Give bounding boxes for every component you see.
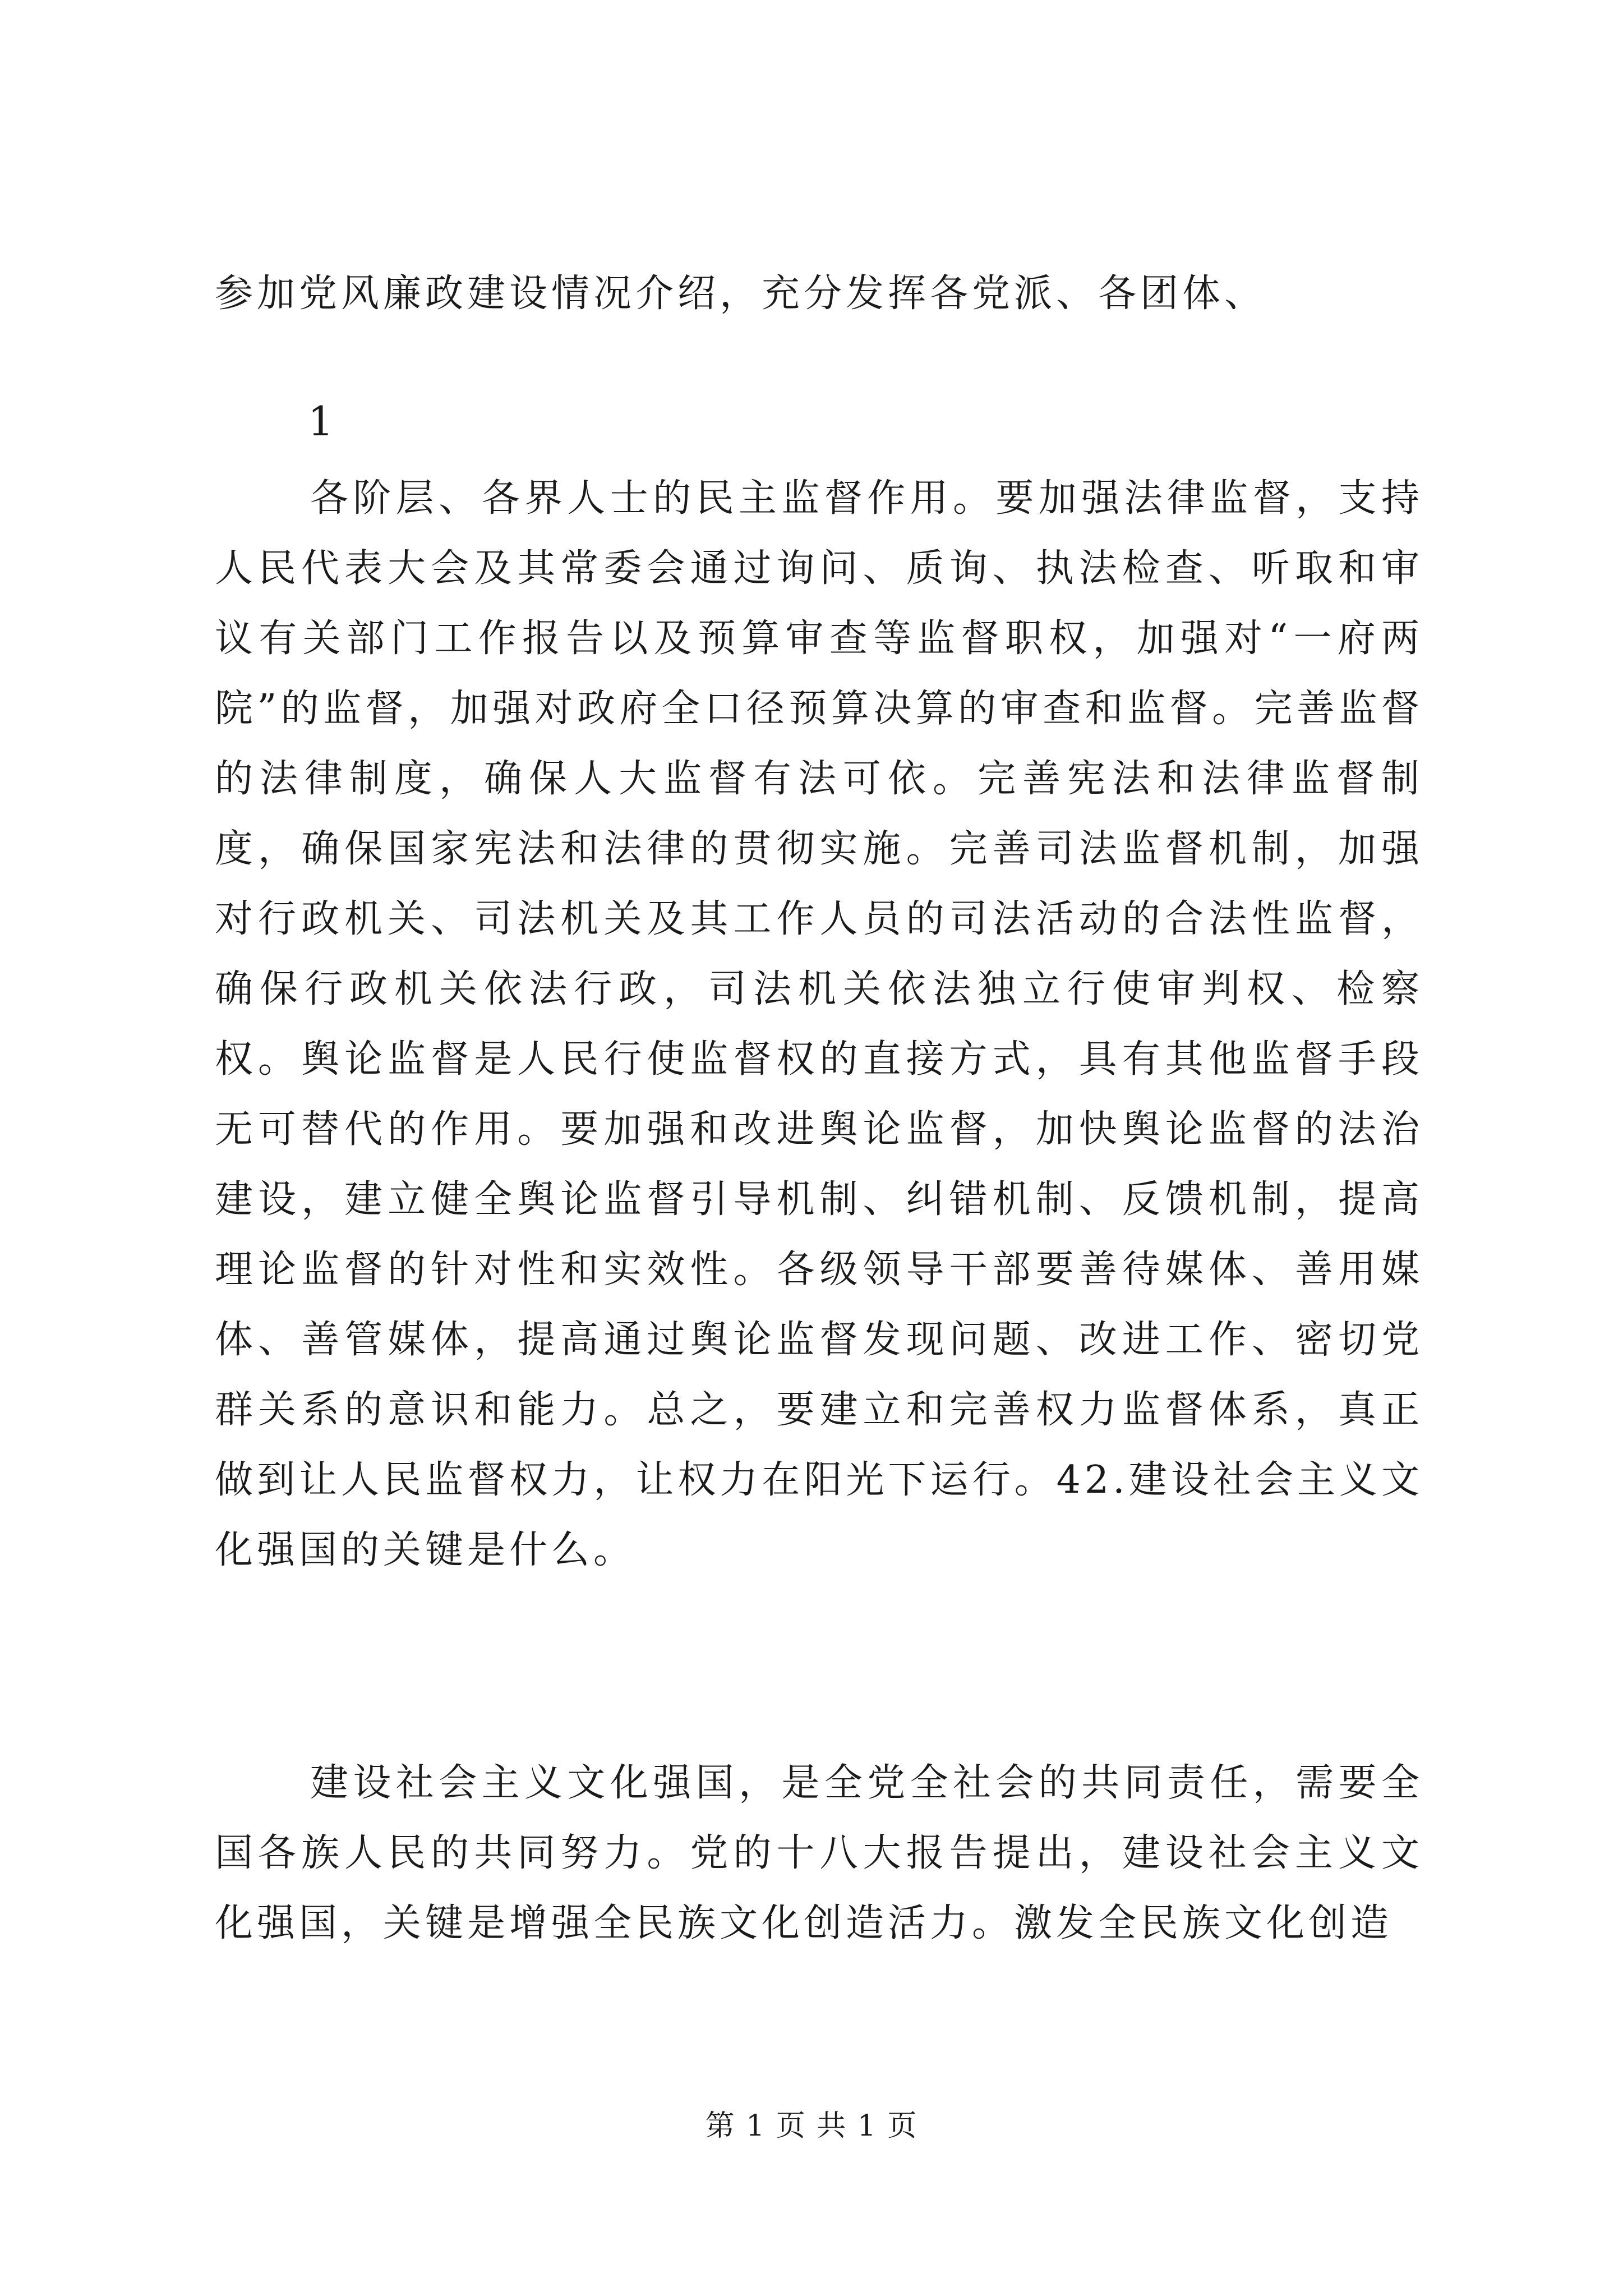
paragraph-2: 建设社会主义文化强国，是全党全社会的共同责任，需要全国各族人民的共同努力。党的十八大报告提出，建设社会主义文化强国，关键是增强全民族文化创造活力。激发全民族文化创造 bbox=[215, 1761, 1423, 1945]
page-marker: 1 bbox=[308, 398, 334, 445]
first-line: 参加党风廉政建设情况介绍，充分发挥各党派、各团体、 bbox=[215, 272, 1267, 316]
paragraph-1: 各阶层、各界人士的民主监督作用。要加强法律监督，支持人民代表大会及其常委会通过询问、质询、执法检查、听取和审议有关部门工作报告以及预算审查等监督职权，加强对“一府两院”的监督，加强对政府全口径预算决算的审查和监督。完善监督的法律制度，确保人大监督有法可依。完善宪法和法律监督制度，确保国家宪法和法律的贯彻实施。完善司法监督机制，加强对行政机关、司法机关及其工作人员的司法活动的合法性监督，确保行政机关依法行政，司法机关依法独立行使审判权、检察权。舆论监督是人民行使监督权的直接方式，具有其他监督手段无可替代的作用。要加强和改进舆论监督，加快舆论监督的法治建设，建立健全舆论监督引导机制、纠错机制、反馈机制，提高理论监督的针对性和实效性。各级领导干部要善待媒体、善用媒体、善管媒体，提高通过舆论监督发现问题、改进工作、密切党群关系的意识和能力。总之，要建立和完善权力监督体系，真正做到让人民监督权力，让权力在阳光下运行。42.建设社会主义文化强国的关键是什么。 bbox=[215, 476, 1423, 1572]
page-footer: 第 1 页 共 1 页 bbox=[705, 2109, 918, 2143]
